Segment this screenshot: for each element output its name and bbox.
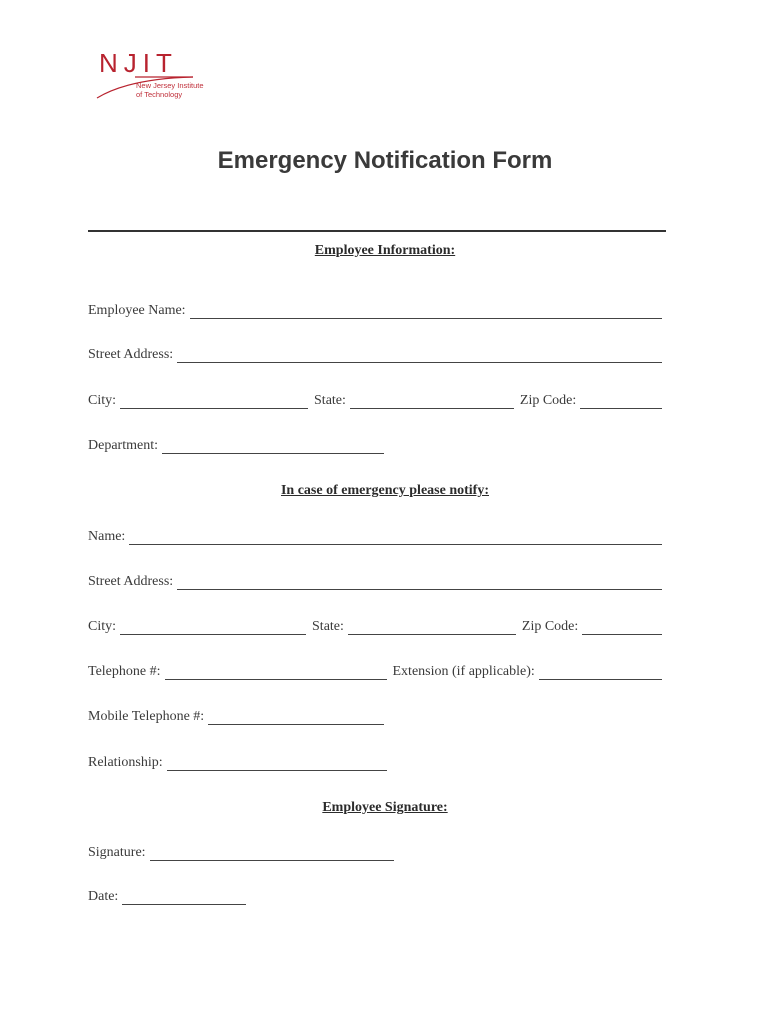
employee-city-label: City: [88,393,117,408]
employee-zip-label: Zip Code: [519,393,577,408]
logo-subtitle-line1: New Jersey Institute [136,81,204,90]
contact-extension-field[interactable] [539,667,662,680]
contact-state-field[interactable] [348,622,516,635]
employee-name-row [88,303,662,319]
contact-mobile-row [88,709,662,725]
contact-mobile-field[interactable] [208,712,384,725]
signature-row [88,845,662,861]
section-employee-information: Employee Information: [314,243,456,258]
contact-street-row [88,574,662,590]
date-row [88,889,662,905]
employee-name-label: Employee Name: [88,303,186,318]
employee-street-row [88,347,662,363]
signature-field[interactable] [150,848,394,861]
section-employee-signature: Employee Signature: [322,800,448,815]
contact-relationship-row [88,755,662,771]
logo-subtitle [136,81,226,99]
contact-name-row [88,529,662,545]
employee-state-field[interactable] [350,396,514,409]
page-title: Emergency Notification Form [217,147,553,174]
section-emergency-contact: In case of emergency please notify: [280,483,489,498]
contact-mobile-label: Mobile Telephone #: [88,709,205,724]
contact-relationship-label: Relationship: [88,755,163,770]
contact-street-field[interactable] [177,577,662,590]
contact-name-field[interactable] [129,532,662,545]
employee-state-label: State: [314,393,346,408]
contact-street-label: Street Address: [88,574,174,589]
logo-letters: NJIT [99,48,178,78]
contact-zip-field[interactable] [582,622,662,635]
employee-department-field[interactable] [162,441,384,454]
contact-extension-label: Extension (if applicable): [392,664,535,679]
date-field[interactable] [122,892,246,905]
njit-logo [95,48,225,106]
employee-city-field[interactable] [120,396,308,409]
contact-state-label: State: [312,619,344,634]
contact-relationship-field[interactable] [167,758,387,771]
employee-department-row [88,438,662,454]
employee-street-field[interactable] [177,350,662,363]
contact-city-row [88,619,662,635]
signature-label: Signature: [88,845,146,860]
contact-telephone-row [88,664,662,680]
contact-telephone-label: Telephone #: [88,664,161,679]
contact-name-label: Name: [88,529,126,544]
employee-city-row [88,393,662,409]
contact-city-field[interactable] [120,622,306,635]
contact-zip-label: Zip Code: [521,619,579,634]
contact-telephone-field[interactable] [165,667,387,680]
logo-subtitle-line2: of Technology [136,90,183,99]
employee-department-label: Department: [88,438,158,453]
date-label: Date: [88,889,119,904]
title-divider [88,230,666,232]
employee-name-field[interactable] [190,306,662,319]
employee-zip-field[interactable] [580,396,662,409]
employee-street-label: Street Address: [88,347,174,362]
contact-city-label: City: [88,619,117,634]
